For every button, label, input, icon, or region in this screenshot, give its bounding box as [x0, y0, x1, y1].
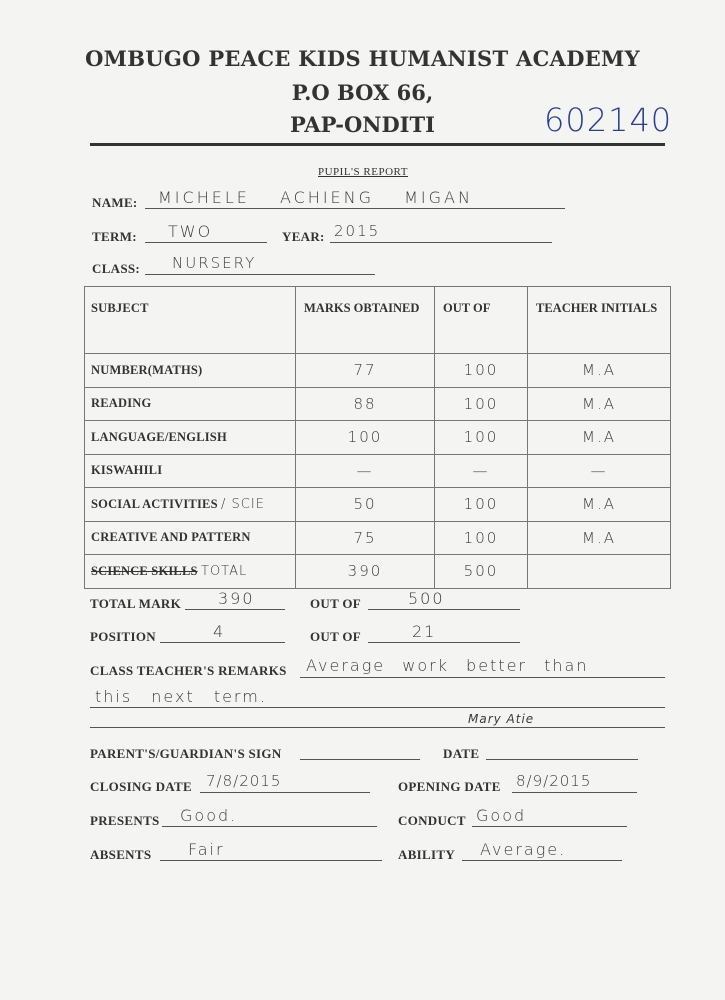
name-label: NAME: [92, 195, 138, 210]
year-value: 2015 [334, 222, 381, 240]
presents-value: Good. [180, 806, 238, 825]
table-row [85, 521, 671, 555]
remarks-line [300, 677, 665, 678]
table-row [85, 454, 671, 488]
total-mark-label: TOTAL MARK [90, 596, 182, 611]
subject-note: / SCIE [221, 496, 265, 512]
school-town: PAP-ONDITI [290, 112, 435, 137]
ability-value: Average. [480, 840, 567, 859]
remarks-text-2: this next term. [95, 687, 267, 706]
out-of-cell: 100 [435, 387, 528, 421]
out-of-cell: 100 [435, 354, 528, 388]
table-row [85, 421, 671, 455]
closing-date-value: 7/8/2015 [206, 772, 282, 790]
parent-sign-line [300, 759, 420, 760]
initials-cell: M.A [528, 354, 671, 388]
position-line [160, 642, 285, 643]
ability-label: ABILITY [398, 847, 456, 862]
remarks-line [90, 727, 665, 728]
out-of-cell: 100 [435, 488, 528, 522]
remarks-text-1: Average work better than [306, 656, 589, 675]
total-mark-line [185, 609, 285, 610]
conduct-value: Good [476, 806, 527, 825]
subject-cell: CREATIVE AND PATTERN [85, 521, 296, 555]
closing-date-label: CLOSING DATE [90, 779, 192, 794]
marks-cell: 50 [296, 488, 435, 522]
parent-sign-label: PARENT'S/GUARDIAN'S SIGN [90, 746, 282, 761]
ability-line [462, 860, 622, 861]
conduct-label: CONDUCT [398, 813, 466, 828]
date-label: DATE [443, 746, 480, 761]
header-out-of: OUT OF [435, 287, 528, 354]
header-subject: SUBJECT [85, 287, 296, 354]
header-divider [90, 143, 665, 146]
name-line [145, 208, 565, 209]
marks-cell: 88 [296, 387, 435, 421]
conduct-line [472, 826, 627, 827]
marks-cell: 77 [296, 354, 435, 388]
subject-cell [85, 555, 296, 589]
remarks-label: CLASS TEACHER'S REMARKS [90, 663, 287, 678]
term-value: TWO [168, 222, 213, 241]
presents-label: PRESENTS [90, 813, 160, 828]
absents-line [160, 860, 382, 861]
opening-date-label: OPENING DATE [398, 779, 501, 794]
presents-line [162, 826, 377, 827]
initials-cell: — [528, 454, 671, 488]
position-label: POSITION [90, 629, 156, 644]
initials-cell: M.A [528, 387, 671, 421]
table-row [85, 387, 671, 421]
reference-number: 602140 [544, 101, 673, 139]
school-name: OMBUGO PEACE KIDS HUMANIST ACADEMY [85, 46, 640, 71]
out-of-label: OUT OF [310, 596, 362, 611]
out-of-line [368, 642, 520, 643]
out-of-label: OUT OF [310, 629, 362, 644]
class-line [145, 274, 375, 275]
report-title: PUPIL'S REPORT [318, 166, 408, 178]
out-of-line [368, 609, 520, 610]
out-of-cell: — [435, 454, 528, 488]
position-value: 4 [213, 622, 226, 641]
class-label: CLASS: [92, 261, 141, 276]
subject-cell [85, 488, 296, 522]
table-row [85, 354, 671, 388]
marks-cell: 100 [296, 421, 435, 455]
table-header-row [85, 287, 671, 354]
absents-label: ABSENTS [90, 847, 152, 862]
teacher-signature: Mary Atie [468, 712, 535, 726]
class-value: NURSERY [172, 254, 257, 272]
marks-cell: — [296, 454, 435, 488]
marks-cell: 75 [296, 521, 435, 555]
name-value: MICHELE ACHIENG MIGAN [158, 188, 473, 207]
initials-cell [528, 555, 671, 589]
header-initials: TEACHER INITIALS [528, 287, 671, 354]
out-of-cell: 100 [435, 521, 528, 555]
out-of-value: 21 [412, 622, 437, 641]
subject-cell: KISWAHILI [85, 454, 296, 488]
marks-cell: 390 [296, 555, 435, 589]
closing-date-line [200, 792, 370, 793]
table-row [85, 488, 671, 522]
subject-text-struck: SCIENCE SKILLS [91, 563, 198, 578]
out-of-value: 500 [408, 589, 445, 608]
opening-date-line [512, 792, 637, 793]
opening-date-value: 8/9/2015 [516, 772, 592, 790]
total-mark-value: 390 [218, 589, 255, 608]
out-of-cell: 100 [435, 421, 528, 455]
subject-cell: READING [85, 387, 296, 421]
subject-note: TOTAL [201, 563, 248, 579]
header-marks: MARKS OBTAINED [296, 287, 435, 354]
subject-cell: NUMBER(MATHS) [85, 354, 296, 388]
initials-cell: M.A [528, 488, 671, 522]
initials-cell: M.A [528, 421, 671, 455]
year-label: YEAR: [282, 229, 325, 244]
initials-cell: M.A [528, 521, 671, 555]
subject-text: SOCIAL ACTIVITIES [91, 496, 218, 511]
marks-table [84, 286, 671, 589]
subject-cell: LANGUAGE/ENGLISH [85, 421, 296, 455]
table-row [85, 555, 671, 589]
school-address: P.O BOX 66, [291, 80, 434, 105]
term-line [145, 242, 267, 243]
year-line [330, 242, 552, 243]
date-line [486, 759, 638, 760]
absents-value: Fair [188, 840, 225, 859]
remarks-line [90, 707, 665, 708]
term-label: TERM: [92, 229, 137, 244]
out-of-cell: 500 [435, 555, 528, 589]
